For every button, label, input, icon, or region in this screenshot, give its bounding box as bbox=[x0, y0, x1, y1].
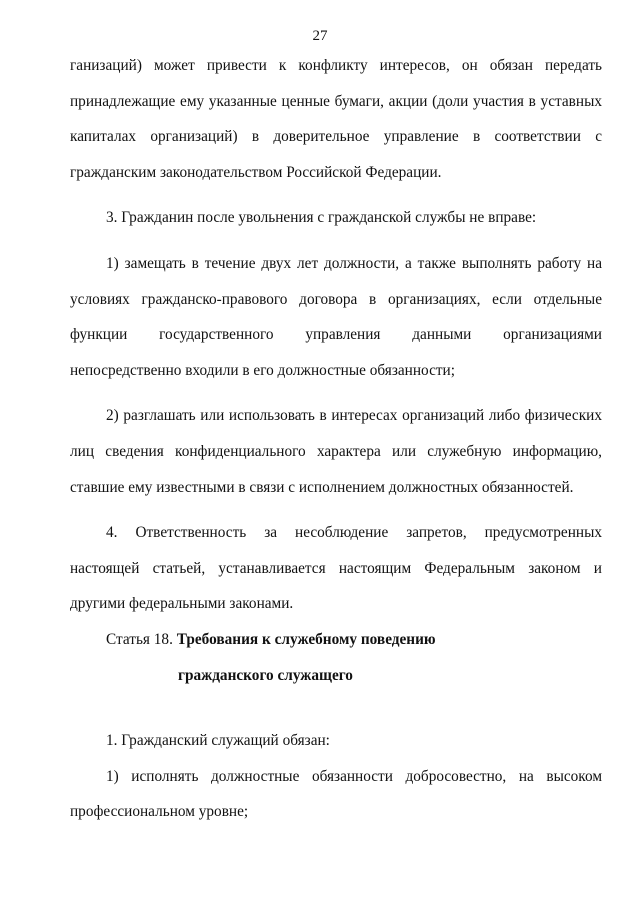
paragraph-subitem-2: 2) разглашать или использовать в интересах организаций либо физических лиц сведения конфиденциального характера или служебную информацию, ставшие ему известными в связи с исполнением должностных обязанностей. bbox=[70, 407, 602, 496]
article-heading bbox=[70, 622, 602, 693]
paragraph-continuation: ганизаций) может привести к конфликту интересов, он обязан передать принадлежащие ему указанные ценные бумаги, акции (доли участия в уставных капиталах организаций) в доверительное управление в соответствии с гражданским законодательством Российской Федерации. bbox=[70, 57, 602, 181]
paragraph-obligation-intro: 1. Гражданский служащий обязан: bbox=[106, 732, 330, 750]
paragraph-subitem-1: 1) замещать в течение двух лет должности, а также выполнять работу на условиях гражданско-правового договора в организациях, если отдельные функции государственного управления данными организациями непосредственно входили в его должностные обязанности; bbox=[70, 254, 602, 379]
paragraph-item-3: 3. Гражданин после увольнения с гражданской службы не вправе: bbox=[106, 209, 537, 227]
article-title-line2: гражданского служащего bbox=[178, 666, 353, 684]
article-title-line1: Требования к служебному поведению bbox=[176, 630, 436, 648]
article-label: Статья 18. bbox=[106, 630, 177, 648]
paragraph-item-4: 4. Ответственность за несоблюдение запретов, предусмотренных настоящей статьей, устанавливается настоящим Федеральным законом и другими федеральными законами. bbox=[70, 524, 602, 613]
paragraph-obligation-1: 1) исполнять должностные обязанности добросовестно, на высоком профессиональном уровне; bbox=[70, 767, 602, 821]
document-body bbox=[70, 48, 602, 830]
page-number: 27 bbox=[312, 28, 328, 44]
